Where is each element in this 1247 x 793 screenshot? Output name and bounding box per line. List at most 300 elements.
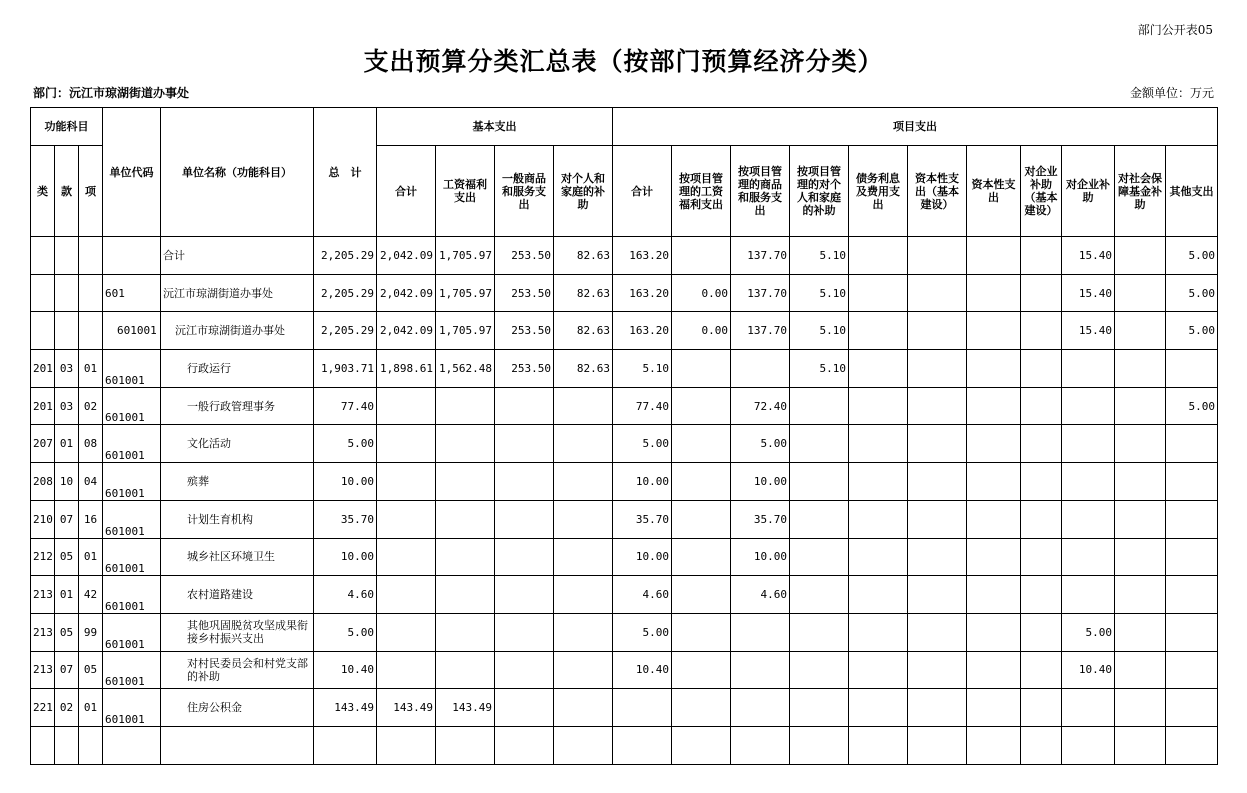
- cell-amount: [554, 651, 613, 689]
- cell-amount: 2,205.29: [314, 274, 377, 312]
- cell-amount: 2,205.29: [314, 312, 377, 350]
- cell-amount: [1115, 350, 1166, 388]
- cell-amount: 1,705.97: [436, 237, 495, 275]
- cell-amount: [1115, 463, 1166, 501]
- header-project-col: 对企业补助: [1062, 146, 1115, 237]
- cell-kuan: 05: [55, 613, 79, 651]
- cell-amount: [672, 350, 731, 388]
- cell-xiang: 01: [79, 350, 103, 388]
- cell-kuan: 07: [55, 651, 79, 689]
- cell-amount: [554, 576, 613, 614]
- cell-amount: [672, 613, 731, 651]
- cell-amount: [672, 576, 731, 614]
- cell-xiang: [79, 237, 103, 275]
- cell-amount: [1115, 387, 1166, 425]
- cell-amount: 5.10: [790, 274, 849, 312]
- cell-amount: [790, 726, 849, 764]
- cell-amount: [967, 350, 1021, 388]
- cell-amount: 1,705.97: [436, 274, 495, 312]
- cell-amount: [849, 387, 908, 425]
- cell-amount: [1115, 425, 1166, 463]
- cell-amount: 5.00: [1166, 237, 1218, 275]
- cell-amount: [436, 651, 495, 689]
- cell-amount: [1062, 425, 1115, 463]
- header-project-col: 按项目管理的商品和服务支出: [731, 146, 790, 237]
- cell-amount: [908, 726, 967, 764]
- cell-amount: [495, 463, 554, 501]
- cell-amount: [849, 237, 908, 275]
- cell-amount: 143.49: [314, 689, 377, 727]
- cell-amount: [731, 689, 790, 727]
- cell-amount: [1115, 538, 1166, 576]
- cell-kuan: 05: [55, 538, 79, 576]
- cell-amount: 10.00: [731, 538, 790, 576]
- cell-unit-code: 601001: [103, 500, 161, 538]
- cell-amount: 5.10: [790, 237, 849, 275]
- cell-amount: [672, 463, 731, 501]
- cell-amount: [1021, 274, 1062, 312]
- cell-amount: [436, 726, 495, 764]
- cell-lei: [31, 312, 55, 350]
- cell-lei: [31, 237, 55, 275]
- cell-amount: 5.00: [314, 613, 377, 651]
- cell-amount: [967, 387, 1021, 425]
- cell-amount: [1021, 425, 1062, 463]
- cell-amount: [495, 576, 554, 614]
- cell-amount: [495, 689, 554, 727]
- cell-amount: [849, 500, 908, 538]
- cell-amount: 15.40: [1062, 237, 1115, 275]
- header-basic-col: 工资福利支出: [436, 146, 495, 237]
- cell-amount: 5.00: [613, 425, 672, 463]
- cell-amount: [377, 387, 436, 425]
- cell-xiang: 01: [79, 689, 103, 727]
- cell-amount: 4.60: [314, 576, 377, 614]
- cell-amount: [1166, 613, 1218, 651]
- cell-unit-code: 601001: [103, 576, 161, 614]
- cell-amount: 1,898.61: [377, 350, 436, 388]
- cell-amount: [1021, 726, 1062, 764]
- cell-amount: [967, 538, 1021, 576]
- cell-kuan: 10: [55, 463, 79, 501]
- cell-amount: 82.63: [554, 312, 613, 350]
- cell-amount: [908, 312, 967, 350]
- cell-amount: [1021, 350, 1062, 388]
- cell-amount: [731, 613, 790, 651]
- cell-amount: 5.00: [1166, 387, 1218, 425]
- cell-unit-name: 其他巩固脱贫攻坚成果衔接乡村振兴支出: [161, 613, 314, 651]
- cell-amount: [1021, 237, 1062, 275]
- cell-amount: [436, 613, 495, 651]
- cell-amount: [790, 651, 849, 689]
- table-header: [31, 108, 1218, 237]
- cell-amount: 82.63: [554, 274, 613, 312]
- cell-unit-name: 殡葬: [161, 463, 314, 501]
- cell-amount: 163.20: [613, 237, 672, 275]
- table-row: [31, 651, 1218, 689]
- cell-amount: [377, 425, 436, 463]
- cell-unit-name: 沅江市琼湖街道办事处: [161, 312, 314, 350]
- cell-amount: 77.40: [613, 387, 672, 425]
- cell-amount: [849, 463, 908, 501]
- header-project-col: 合计: [613, 146, 672, 237]
- cell-amount: [908, 463, 967, 501]
- header-total: 总 计: [314, 108, 377, 237]
- cell-unit-code: 601: [103, 274, 161, 312]
- header-lei: 类: [31, 146, 55, 237]
- cell-amount: [377, 651, 436, 689]
- cell-amount: [1115, 237, 1166, 275]
- cell-amount: [967, 651, 1021, 689]
- cell-amount: [377, 576, 436, 614]
- cell-amount: [908, 350, 967, 388]
- cell-unit-name: 一般行政管理事务: [161, 387, 314, 425]
- cell-amount: [554, 538, 613, 576]
- cell-amount: [849, 425, 908, 463]
- cell-amount: [495, 500, 554, 538]
- cell-amount: [1115, 613, 1166, 651]
- cell-amount: [672, 387, 731, 425]
- cell-lei: 212: [31, 538, 55, 576]
- cell-amount: [967, 463, 1021, 501]
- cell-amount: 5.00: [314, 425, 377, 463]
- cell-amount: 5.10: [790, 350, 849, 388]
- cell-amount: [967, 237, 1021, 275]
- cell-amount: [849, 651, 908, 689]
- cell-amount: 5.10: [790, 312, 849, 350]
- cell-amount: [908, 500, 967, 538]
- cell-amount: [1115, 689, 1166, 727]
- cell-amount: [849, 538, 908, 576]
- cell-unit-name: 计划生育机构: [161, 500, 314, 538]
- cell-xiang: [79, 274, 103, 312]
- cell-amount: [849, 576, 908, 614]
- cell-amount: [554, 463, 613, 501]
- cell-amount: [849, 613, 908, 651]
- cell-amount: 77.40: [314, 387, 377, 425]
- header-project-col: 按项目管理的对个人和家庭的补助: [790, 146, 849, 237]
- cell-lei: 221: [31, 689, 55, 727]
- cell-amount: [849, 689, 908, 727]
- table-row: [31, 538, 1218, 576]
- cell-amount: [1062, 500, 1115, 538]
- cell-amount: [436, 538, 495, 576]
- cell-unit-code: 601001: [103, 613, 161, 651]
- cell-amount: [908, 689, 967, 727]
- cell-amount: 35.70: [613, 500, 672, 538]
- cell-amount: [1021, 576, 1062, 614]
- cell-amount: [849, 726, 908, 764]
- cell-amount: 1,562.48: [436, 350, 495, 388]
- cell-amount: [1021, 387, 1062, 425]
- cell-amount: 82.63: [554, 350, 613, 388]
- page-title: 支出预算分类汇总表（按部门预算经济分类）: [363, 47, 884, 76]
- cell-amount: [1115, 312, 1166, 350]
- cell-xiang: 05: [79, 651, 103, 689]
- cell-amount: [908, 237, 967, 275]
- cell-unit-name: 住房公积金: [161, 689, 314, 727]
- cell-amount: [1166, 425, 1218, 463]
- cell-amount: [554, 425, 613, 463]
- cell-amount: [436, 425, 495, 463]
- cell-unit-name: 对村民委员会和村党支部的补助: [161, 651, 314, 689]
- cell-amount: [554, 387, 613, 425]
- cell-xiang: 02: [79, 387, 103, 425]
- cell-unit-code: 601001: [103, 538, 161, 576]
- table-row: [31, 463, 1218, 501]
- cell-lei: 201: [31, 387, 55, 425]
- table-row: [31, 387, 1218, 425]
- cell-kuan: 01: [55, 425, 79, 463]
- cell-amount: [1021, 463, 1062, 501]
- department-label: 部门：沅江市琼湖街道办事处: [33, 86, 190, 100]
- cell-xiang: 16: [79, 500, 103, 538]
- cell-unit-name: 城乡社区环境卫生: [161, 538, 314, 576]
- cell-amount: 5.00: [731, 425, 790, 463]
- cell-amount: 15.40: [1062, 274, 1115, 312]
- table-row: [31, 726, 1218, 764]
- table-row: [31, 576, 1218, 614]
- cell-amount: [495, 387, 554, 425]
- cell-unit-code: 601001: [103, 689, 161, 727]
- cell-amount: 2,042.09: [377, 237, 436, 275]
- cell-amount: [1115, 576, 1166, 614]
- cell-amount: [672, 538, 731, 576]
- cell-amount: [672, 689, 731, 727]
- cell-amount: [908, 613, 967, 651]
- cell-amount: 10.40: [1062, 651, 1115, 689]
- cell-xiang: 04: [79, 463, 103, 501]
- cell-lei: 213: [31, 651, 55, 689]
- cell-kuan: [55, 312, 79, 350]
- cell-amount: [908, 651, 967, 689]
- cell-amount: [377, 538, 436, 576]
- cell-amount: [495, 726, 554, 764]
- table-row: [31, 500, 1218, 538]
- cell-amount: [790, 538, 849, 576]
- cell-amount: 253.50: [495, 312, 554, 350]
- cell-amount: [1062, 576, 1115, 614]
- cell-amount: [967, 425, 1021, 463]
- table-row: [31, 689, 1218, 727]
- cell-amount: [967, 500, 1021, 538]
- cell-amount: [1115, 500, 1166, 538]
- cell-lei: [31, 726, 55, 764]
- cell-amount: [790, 613, 849, 651]
- cell-amount: 15.40: [1062, 312, 1115, 350]
- cell-kuan: 01: [55, 576, 79, 614]
- cell-amount: [1021, 689, 1062, 727]
- header-project-col: 其他支出: [1166, 146, 1218, 237]
- table-row: [31, 312, 1218, 350]
- table-row: [31, 274, 1218, 312]
- cell-amount: [908, 425, 967, 463]
- cell-amount: [1021, 613, 1062, 651]
- cell-unit-code: 601001: [103, 387, 161, 425]
- cell-amount: [1021, 538, 1062, 576]
- cell-amount: [790, 463, 849, 501]
- cell-amount: [672, 651, 731, 689]
- cell-amount: 5.00: [613, 613, 672, 651]
- cell-amount: [1021, 312, 1062, 350]
- cell-amount: [731, 350, 790, 388]
- cell-amount: [1062, 463, 1115, 501]
- cell-amount: [790, 500, 849, 538]
- header-basic-expenditure: 基本支出: [377, 108, 613, 146]
- cell-amount: 82.63: [554, 237, 613, 275]
- cell-lei: 213: [31, 576, 55, 614]
- cell-amount: 4.60: [731, 576, 790, 614]
- cell-amount: [1115, 726, 1166, 764]
- cell-amount: [908, 576, 967, 614]
- cell-amount: [790, 425, 849, 463]
- cell-xiang: 01: [79, 538, 103, 576]
- cell-unit-name: [161, 726, 314, 764]
- cell-amount: [731, 651, 790, 689]
- cell-amount: [1166, 689, 1218, 727]
- table-row: [31, 613, 1218, 651]
- cell-amount: [1166, 538, 1218, 576]
- cell-amount: [554, 726, 613, 764]
- cell-amount: 163.20: [613, 274, 672, 312]
- cell-amount: 35.70: [731, 500, 790, 538]
- cell-lei: 210: [31, 500, 55, 538]
- cell-amount: 0.00: [672, 312, 731, 350]
- header-project-col: 对企业补助（基本建设）: [1021, 146, 1062, 237]
- cell-amount: 143.49: [377, 689, 436, 727]
- header-basic-col: 对个人和家庭的补助: [554, 146, 613, 237]
- cell-amount: [377, 500, 436, 538]
- cell-amount: 2,042.09: [377, 274, 436, 312]
- cell-amount: 35.70: [314, 500, 377, 538]
- cell-kuan: 03: [55, 350, 79, 388]
- cell-amount: [967, 726, 1021, 764]
- cell-amount: 10.40: [314, 651, 377, 689]
- cell-amount: 72.40: [731, 387, 790, 425]
- cell-amount: 137.70: [731, 274, 790, 312]
- cell-xiang: [79, 312, 103, 350]
- cell-amount: [436, 387, 495, 425]
- cell-amount: [495, 651, 554, 689]
- cell-lei: 213: [31, 613, 55, 651]
- cell-amount: 163.20: [613, 312, 672, 350]
- header-func-subject: 功能科目: [31, 108, 103, 146]
- cell-amount: 143.49: [436, 689, 495, 727]
- cell-amount: [613, 689, 672, 727]
- cell-unit-code: 601001: [103, 425, 161, 463]
- cell-amount: [790, 689, 849, 727]
- cell-amount: 5.00: [1166, 274, 1218, 312]
- cell-amount: [1062, 350, 1115, 388]
- cell-kuan: 03: [55, 387, 79, 425]
- cell-unit-name: 行政运行: [161, 350, 314, 388]
- cell-amount: [1166, 726, 1218, 764]
- cell-amount: 10.00: [314, 463, 377, 501]
- cell-amount: [849, 350, 908, 388]
- header-basic-col: 一般商品和服务支出: [495, 146, 554, 237]
- cell-amount: [849, 274, 908, 312]
- cell-amount: [731, 726, 790, 764]
- cell-amount: [495, 613, 554, 651]
- cell-amount: 5.00: [1166, 312, 1218, 350]
- cell-amount: [790, 387, 849, 425]
- cell-amount: [377, 726, 436, 764]
- cell-amount: [849, 312, 908, 350]
- cell-amount: [908, 387, 967, 425]
- cell-amount: 1,903.71: [314, 350, 377, 388]
- cell-amount: [436, 500, 495, 538]
- table-row: [31, 350, 1218, 388]
- cell-amount: [1062, 689, 1115, 727]
- cell-amount: 5.00: [1062, 613, 1115, 651]
- cell-amount: 10.00: [314, 538, 377, 576]
- cell-amount: [436, 576, 495, 614]
- cell-unit-code: [103, 726, 161, 764]
- cell-kuan: [55, 237, 79, 275]
- cell-unit-code: 601001: [103, 350, 161, 388]
- header-unit-name: 单位名称（功能科目）: [161, 108, 314, 237]
- cell-unit-code: [103, 237, 161, 275]
- cell-amount: [377, 463, 436, 501]
- cell-unit-name: 沅江市琼湖街道办事处: [161, 274, 314, 312]
- cell-xiang: 08: [79, 425, 103, 463]
- cell-amount: [967, 689, 1021, 727]
- cell-kuan: [55, 274, 79, 312]
- cell-amount: 137.70: [731, 237, 790, 275]
- header-unit-code: 单位代码: [103, 108, 161, 237]
- cell-lei: 208: [31, 463, 55, 501]
- cell-amount: [1021, 651, 1062, 689]
- cell-amount: 10.00: [613, 538, 672, 576]
- header-project-col: 债务利息及费用支出: [849, 146, 908, 237]
- cell-amount: [554, 613, 613, 651]
- cell-amount: 1,705.97: [436, 312, 495, 350]
- cell-amount: 253.50: [495, 350, 554, 388]
- header-kuan: 款: [55, 146, 79, 237]
- cell-amount: 2,205.29: [314, 237, 377, 275]
- cell-amount: [1166, 463, 1218, 501]
- cell-xiang: [79, 726, 103, 764]
- cell-amount: [436, 463, 495, 501]
- cell-amount: [967, 312, 1021, 350]
- cell-amount: [1062, 387, 1115, 425]
- cell-amount: [908, 538, 967, 576]
- cell-amount: [613, 726, 672, 764]
- cell-amount: [967, 613, 1021, 651]
- form-number: 部门公开表05: [1137, 23, 1213, 37]
- cell-kuan: [55, 726, 79, 764]
- header-project-col: 按项目管理的工资福利支出: [672, 146, 731, 237]
- cell-kuan: 07: [55, 500, 79, 538]
- cell-amount: [495, 538, 554, 576]
- cell-amount: [967, 576, 1021, 614]
- cell-lei: 207: [31, 425, 55, 463]
- cell-amount: [1166, 350, 1218, 388]
- table-row: [31, 237, 1218, 275]
- cell-amount: 4.60: [613, 576, 672, 614]
- cell-amount: [1166, 651, 1218, 689]
- cell-amount: [377, 613, 436, 651]
- cell-unit-code: 601001: [103, 651, 161, 689]
- cell-unit-name: 合计: [161, 237, 314, 275]
- cell-amount: [314, 726, 377, 764]
- cell-amount: [790, 576, 849, 614]
- cell-amount: [672, 425, 731, 463]
- header-project-col: 资本性支出（基本建设）: [908, 146, 967, 237]
- header-project-col: 资本性支出: [967, 146, 1021, 237]
- cell-amount: [1062, 726, 1115, 764]
- table-body: [31, 237, 1218, 765]
